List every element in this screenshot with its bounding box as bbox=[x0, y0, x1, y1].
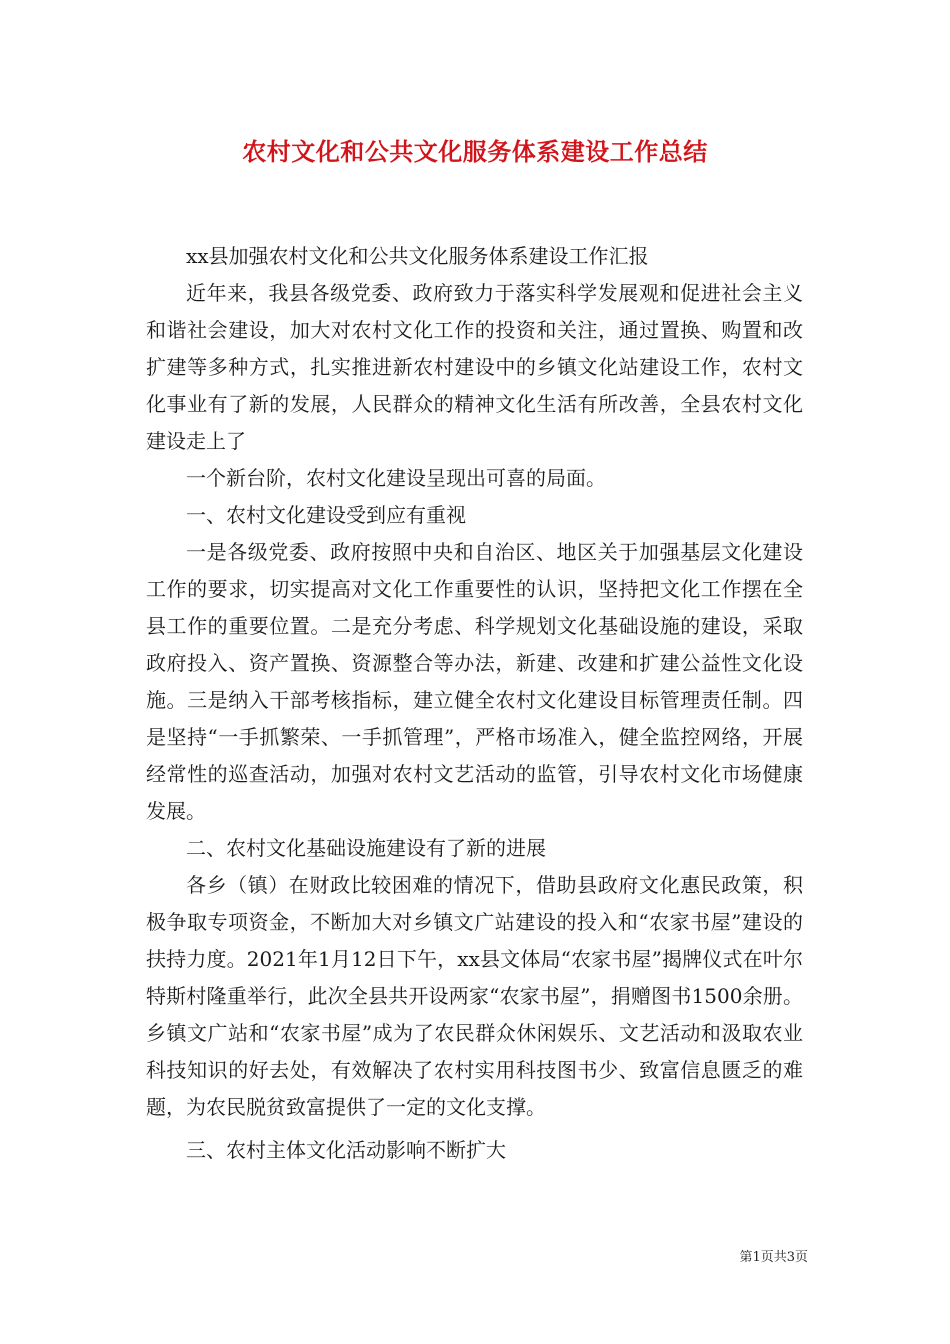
section-heading-1: 一、农村文化建设受到应有重视 bbox=[186, 503, 466, 527]
page-number: 第1页共3页 bbox=[739, 1250, 808, 1265]
section-heading-2: 二、农村文化基础设施建设有了新的进展 bbox=[186, 836, 546, 860]
paragraph-intro: 近年来，我县各级党委、政府致力于落实科学发展观和促进社会主义和谐社会建设，加大对农村文化工作的投资和关注，通过置换、购置和改扩建等多种方式，扎实推进新农村建设中的乡镇文化站建设工作，农村文化事业有了新的发展，人民群众的精神文化生活有所改善，全县农村文化建设走上了 bbox=[146, 281, 803, 453]
paragraph-intro-continued: 一个新台阶，农村文化建设呈现出可喜的局面。 bbox=[186, 466, 606, 490]
section-heading-3: 三、农村主体文化活动影响不断扩大 bbox=[186, 1138, 506, 1162]
report-heading: xx县加强农村文化和公共文化服务体系建设工作汇报 bbox=[186, 244, 649, 268]
document-title: 农村文化和公共文化服务体系建设工作总结 bbox=[242, 137, 708, 166]
document-body bbox=[146, 238, 803, 1169]
paragraph-section-1: 一是各级党委、政府按照中央和自治区、地区关于加强基层文化建设工作的要求，切实提高对文化工作重要性的认识，坚持把文化工作摆在全县工作的重要位置。二是充分考虑、科学规划文化基础设施的建设，采取政府投入、资产置换、资源整合等办法，新建、改建和扩建公益性文化设施。三是纳入干部考核指标，建立健全农村文化建设目标管理责任制。四是坚持“一手抓繁荣、一手抓管理”，严格市场准入，健全监控网络，开展经常性的巡查活动，加强对农村文艺活动的监管，引导农村文化市场健康发展。 bbox=[146, 540, 803, 823]
paragraph-section-2: 各乡（镇）在财政比较困难的情况下，借助县政府文化惠民政策，积极争取专项资金，不断加大对乡镇文广站建设的投入和“农家书屋”建设的扶持力度。2021年1月12日下午，xx县文体局“农家书屋”揭牌仪式在叶尔特斯村隆重举行，此次全县共开设两家“农家书屋”，捐赠图书1500余册。乡镇文广站和“农家书屋”成为了农民群众休闲娱乐、文艺活动和汲取农业科技知识的好去处，有效解决了农村实用科技图书少、致富信息匮乏的难题，为农民脱贫致富提供了一定的文化支撑。 bbox=[146, 873, 803, 1119]
